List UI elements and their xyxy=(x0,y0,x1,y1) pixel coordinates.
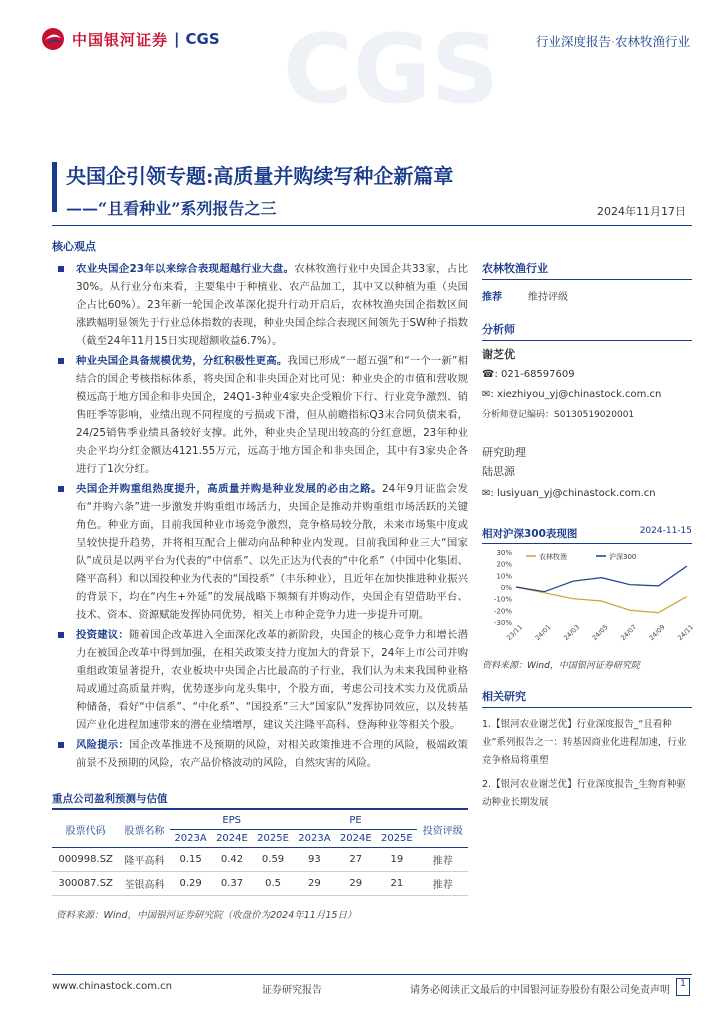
brand-cn: 中国银河证券 xyxy=(72,30,169,49)
y-tick-label: -20% xyxy=(493,607,512,616)
galaxy-logo-icon xyxy=(40,26,66,52)
x-tick-label: 24/09 xyxy=(647,623,667,643)
legend-label: 农林牧渔 xyxy=(539,553,567,561)
x-tick-label: 24/03 xyxy=(562,623,582,643)
report-type: 行业深度报告·农林牧渔行业 xyxy=(535,34,690,49)
rating-row: 推荐 维持评级 xyxy=(482,292,568,303)
sidebar xyxy=(482,260,696,812)
y-tick-label: -30% xyxy=(493,619,512,627)
assistant-title: 研究助理 xyxy=(482,446,526,459)
point-4: 投资建议：随着国企改革进入全面深化改革的新阶段，央国企的核心竞争力和增长潜力在被国企改革中得到加强，在相关政策支持力度加大的背景下，24年上市公司并购重组政策显著提升，农业板块中央国企占比最高的子行业，我们认为未来我国种业格局或通过高质量并购，优势逐步向龙头集中，个股方面，考虑公司技术实力及优质品种储备，看好“中信系”、“中化系”、“国投系”三大“国家队”发挥协同效应，以及转基因产业化进程加速带来的潜在业绩增厚，建议关注隆平高科、登海种业等相关个股。 xyxy=(52,626,468,734)
analyst-phone: ☎: 021-68597609 xyxy=(482,369,575,380)
assistant-email[interactable]: ✉: lusiyuan_yj@chinastock.com.cn xyxy=(482,488,656,499)
x-tick-label: 24/07 xyxy=(619,623,639,643)
y-tick-label: 0% xyxy=(500,584,512,592)
chart-source: 资料来源：Wind，中国银河证券研究院 xyxy=(482,661,640,671)
x-tick-label: 23/11 xyxy=(505,623,525,643)
analyst-cert: 分析师登记编码：S0130519020001 xyxy=(482,410,635,420)
legend-label: 沪深300 xyxy=(609,553,637,561)
chart-header: 相对沪深300表现图 2024-11-15 xyxy=(482,526,692,544)
x-tick-label: 24/01 xyxy=(533,623,553,643)
page-title: 央国企引领专题:高质量并购续写种企新篇章 xyxy=(66,164,454,188)
footer-disclaimer: 请务必阅读正文最后的中国银河证券股份有限公司免责声明 xyxy=(410,985,670,996)
title-accent xyxy=(52,162,57,212)
analyst-email[interactable]: ✉: xiezhiyou_yj@chinastock.com.cn xyxy=(482,389,662,400)
point-2: 种业央国企具备规模优势，分红积极性更高。我国已形成“一超五强”和“一个一新”相结合的国企考核指标体系，将央国企和非央国企对比可见：种业央企的市值和营收规模远高于地方国企和非央国企，24Q1-3种业4家央企受粮价下行、行业竞争激烈、销售旺季等影响，业绩出现不同程度的亏损或下滑，但从前瞻指标Q3末合同负债来看，24/25销售季业绩具备较好支撑。此外，种业央企呈现出较高的分红意愿，23年种业央企平均分红金额达4121.55万元，远高于地方国企和非央国企，其中有3家央企各进行了1次分红。 xyxy=(52,352,468,478)
point-3: 央国企并购重组热度提升，高质量并购是种业发展的必由之路。24年9月证监会发布“并购六条”进一步激发并购重组市场活力，央国企是推动并购重组市场活跃的关键角色。种业方面，目前我国种业市场竞争激烈，竞争格局较分散，未来市场集中度或呈较快提升趋势，并将相互配合上催动向品种种业内发现。目前我国种业三大“国家队”成员是以两平台为代表的“中信系”、以先正达为代表的“中化系”（中国中化集团、隆平高科）和以国投种业为代表的“国投系”（丰乐种业），且近年在加快推进种业振兴的背景下，均在“内生+外延”的发展战略下频频有并购动作，央国企有望借助平台、技术、资本、资源赋能发挥协同优势，相关上市种企竞争力进一步提升可期。 xyxy=(52,480,468,624)
x-tick-label: 24/05 xyxy=(590,623,610,643)
forecast-table: 股票代码 股票名称 EPS PE 投资评级 2023A 2024E 2025E 2023A 2024E 2025E 000998.SZ 隆平高科 0.15 0.42 0.59 93 27 19 推荐 300087.SZ 荃银高科 0.29 0.37 0.5 29 29 21 推荐 xyxy=(52,812,468,896)
y-tick-label: 10% xyxy=(496,572,512,581)
y-tick-label: -10% xyxy=(493,595,512,604)
footer-site[interactable]: www.chinastock.com.cn xyxy=(52,981,172,992)
related-title: 相关研究 xyxy=(482,688,692,708)
point-5: 风险提示：国企改革推进不及预期的风险，对相关政策推进不合理的风险，极端政策前景不及预期的风险，农产品价格波动的风险，自然灾害的风险。 xyxy=(52,736,468,772)
related-item[interactable]: 1.【银河农业谢芝优】行业深度报告_“且看种业”系列报告之一：转基因商业化进程加速，行业竞争格局将重塑 xyxy=(482,719,687,766)
watermark-icon xyxy=(283,12,500,125)
y-tick-label: 30% xyxy=(496,549,512,557)
assistant-name: 陆思源 xyxy=(482,465,515,478)
page-header xyxy=(0,0,724,125)
table-title: 重点公司盈利预测与估值 xyxy=(52,793,168,805)
footer-divider xyxy=(52,974,692,975)
performance-chart xyxy=(482,544,696,654)
svg-text:CGS: CGS xyxy=(283,15,500,125)
series-line-1 xyxy=(516,566,687,592)
table-row: 300087.SZ 荃银高科 0.29 0.37 0.5 29 29 21 推荐 xyxy=(52,872,468,896)
table-source: 资料来源：Wind，中国银河证券研究院（收盘价为2024年11月15日） xyxy=(56,910,357,921)
page-subtitle: ——“且看种业”系列报告之三 xyxy=(66,199,277,218)
page-number: 1 xyxy=(676,978,690,996)
y-tick-label: 20% xyxy=(496,560,512,569)
divider xyxy=(52,225,692,226)
analyst-title: 分析师 xyxy=(482,321,692,341)
core-points xyxy=(52,260,468,774)
company-logo: 中国银河证券 | CGS xyxy=(40,26,220,52)
brand-en: CGS xyxy=(185,30,220,48)
analyst-name: 谢芝优 xyxy=(482,348,515,361)
footer-center: 证券研究报告 xyxy=(262,985,322,996)
x-tick-label: 24/11 xyxy=(676,623,696,643)
report-date: 2024年11月17日 xyxy=(597,205,686,218)
sidebar-industry: 农林牧渔行业 xyxy=(482,260,692,280)
section-label: 核心观点 xyxy=(52,240,96,253)
point-1: 农业央国企23年以来综合表现超越行业大盘。农林牧渔行业中央国企共33家，占比30%。从行业分布来看，主要集中于种植业、农产品加工，其中又以种植为重（央国企占比60%）。23年新一轮国企改革深化提升行动开启后，农林牧渔央国企指数区间涨跌幅明显领先于行业总体指数的表现，种业央国企综合表现区间领先于SW种子指数（截至24年11月15日实现超额收益6.7%）。 xyxy=(52,260,468,350)
related-item[interactable]: 2.【银河农业谢芝优】行业深度报告_生物育种驱动种业长期发展 xyxy=(482,779,686,808)
table-row: 000998.SZ 隆平高科 0.15 0.42 0.59 93 27 19 推荐 xyxy=(52,848,468,872)
